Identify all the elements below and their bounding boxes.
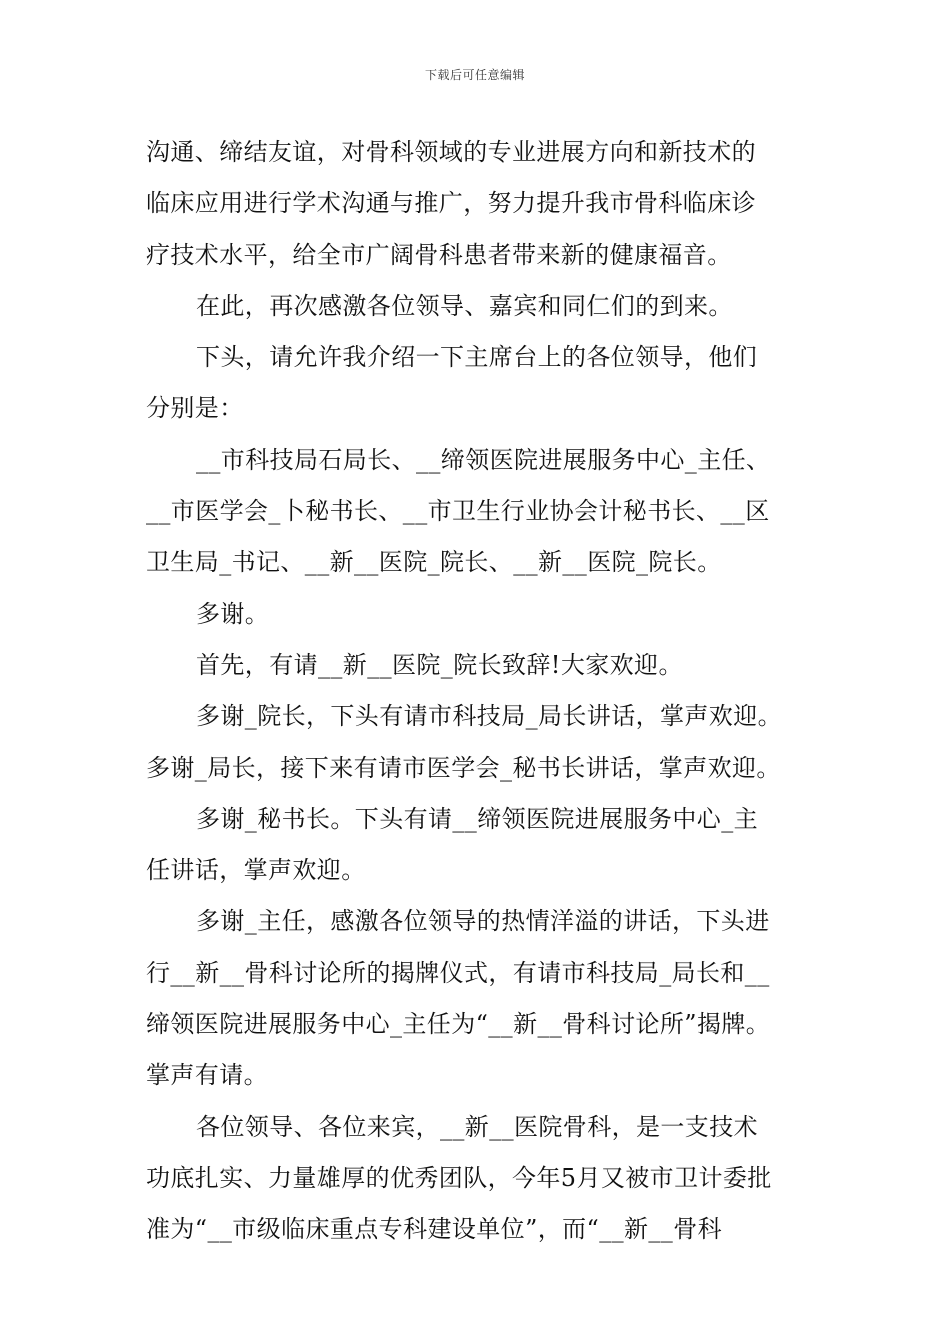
page-header-note: 下载后可任意编辑 <box>424 68 525 82</box>
text-line: 准为“__市级临床重点专科建设单位”，而“__新__骨科 <box>146 1215 723 1244</box>
text-line: 多谢。 <box>196 599 270 628</box>
text-line: __市科技局石局长、__缔领医院进展服务中心_主任、 <box>196 445 771 474</box>
text-line: 多谢_主任，感激各位领导的热情洋溢的讲话，下头进 <box>196 907 770 936</box>
text-line: 多谢_秘书长。下头有请__缔领医院进展服务中心_主 <box>196 804 758 833</box>
text-line: 卫生局_书记、__新__医院_院长、__新__医院_院长。 <box>146 548 722 577</box>
text-line: 沟通、缔结友谊，对骨科领域的专业进展方向和新技术的 <box>146 138 756 166</box>
text-line: 下头，请允许我介绍一下主席台上的各位领导，他们 <box>196 343 758 372</box>
text-line: 任讲话，掌声欢迎。 <box>146 856 366 885</box>
text-line: 多谢_局长，接下来有请市医学会_秘书长讲话，掌声欢迎。 <box>146 753 781 782</box>
text-line: 各位领导、各位来宾，__新__医院骨科，是一支技术 <box>196 1112 758 1141</box>
text-line: 首先，有请__新__医院_院长致辞!大家欢迎。 <box>196 650 683 679</box>
text-line: __市医学会_卜秘书长、__市卫生行业协会计秘书长、__区 <box>146 497 770 526</box>
text-line: 多谢_院长，下头有请市科技局_局长讲话，掌声欢迎。 <box>196 702 782 731</box>
text-line: 疗技术水平，给全市广阔骨科患者带来新的健康福音。 <box>146 240 732 269</box>
text-line: 掌声有请。 <box>146 1061 268 1090</box>
text-line: 临床应用进行学术沟通与推广，努力提升我市骨科临床诊 <box>146 189 756 218</box>
text-line: 在此，再次感激各位领导、嘉宾和同仁们的到来。 <box>196 291 733 320</box>
text-line: 功底扎实、力量雄厚的优秀团队，今年5月又被市卫计委批 <box>146 1163 772 1192</box>
text-line: 缔领医院进展服务中心_主任为“__新__骨科讨论所”揭牌。 <box>146 1010 771 1039</box>
text-line: 行__新__骨科讨论所的揭牌仪式，有请市科技局_局长和__ <box>146 958 770 987</box>
document-body <box>146 127 816 1256</box>
text-line: 分别是： <box>146 394 244 423</box>
